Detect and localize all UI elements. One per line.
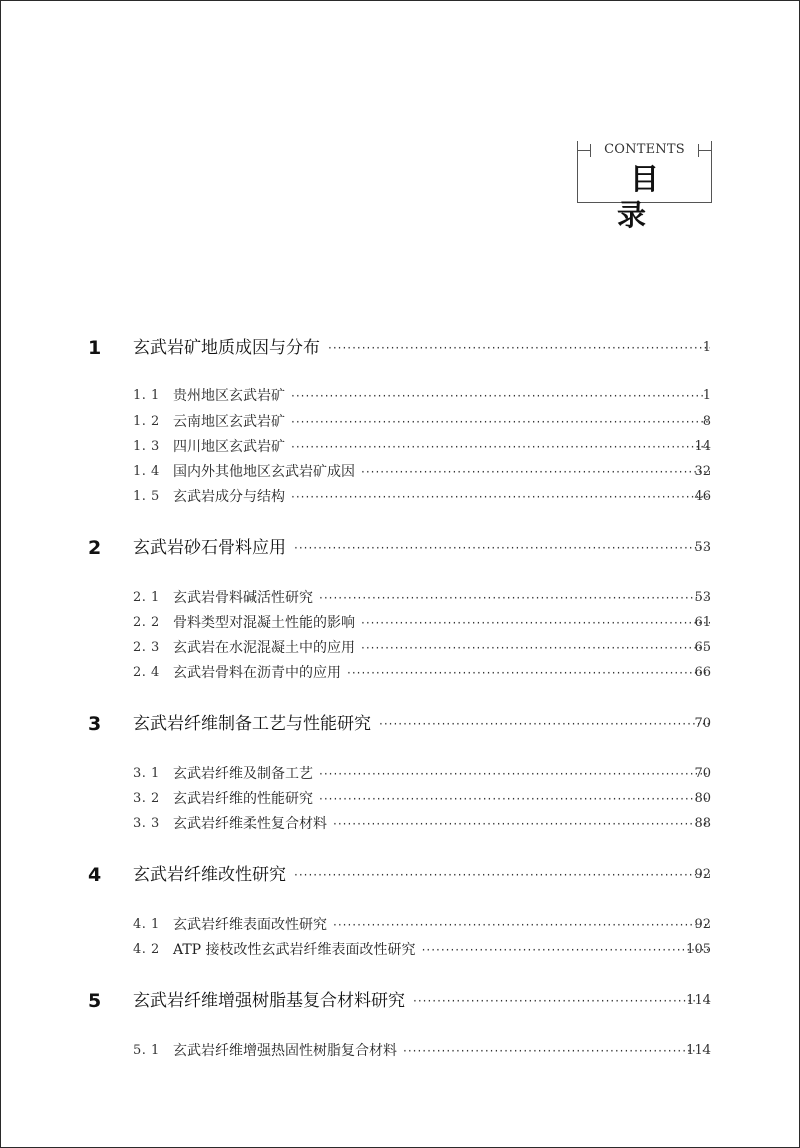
page-number: 53 [694,590,711,605]
dot-leader [291,434,710,460]
toc-chapter[interactable] [0,535,800,561]
section-number: 2. 4 [133,665,160,680]
page-number: 105 [686,942,711,957]
dot-leader [319,786,710,812]
page-number: 61 [694,615,711,630]
toc-section[interactable] [0,409,800,435]
chapter-title: 玄武岩纤维增强树脂基复合材料研究 [133,991,405,1011]
contents-heading-en: CONTENTS [604,142,685,157]
chapter-title: 玄武岩砂石骨料应用 [133,538,286,558]
toc-chapter[interactable] [0,335,800,361]
section-title: 玄武岩骨料碱活性研究 [173,590,313,606]
section-number: 2. 3 [133,640,160,655]
page-number: 80 [694,791,711,806]
toc-section[interactable] [0,761,800,787]
section-title: 国内外其他地区玄武岩矿成因 [173,464,355,480]
section-number: 3. 1 [133,766,160,781]
toc-section[interactable] [0,434,800,460]
dot-leader [379,711,710,737]
dot-leader [291,409,710,435]
section-number: 4. 1 [133,917,160,932]
page-number: 92 [694,867,711,882]
chapter-number: 4 [88,864,102,886]
section-title: 四川地区玄武岩矿 [173,439,285,455]
page-number: 1 [702,340,711,355]
dot-leader [319,761,710,787]
toc-section[interactable] [0,383,800,409]
section-title: 玄武岩骨料在沥青中的应用 [173,665,341,681]
section-number: 1. 1 [133,388,160,403]
page-number: 1 [702,388,711,403]
section-title: 云南地区玄武岩矿 [173,414,285,430]
toc-section[interactable] [0,811,800,837]
page-number: 32 [694,464,711,479]
section-title: 骨料类型对混凝土性能的影响 [173,615,355,631]
section-number: 1. 4 [133,464,160,479]
page-number: 66 [694,665,711,680]
toc-chapter[interactable] [0,988,800,1014]
chapter-number: 1 [88,337,102,359]
toc-section[interactable] [0,610,800,636]
section-number: 5. 1 [133,1043,160,1058]
chapter-number: 3 [88,713,102,735]
page-number: 65 [694,640,711,655]
toc-section[interactable] [0,459,800,485]
dot-leader [333,912,710,938]
dot-leader [333,811,710,837]
toc-section[interactable] [0,585,800,611]
section-number: 2. 1 [133,590,160,605]
section-title: 玄武岩纤维柔性复合材料 [173,816,327,832]
chapter-title: 玄武岩纤维改性研究 [133,865,286,885]
section-number: 3. 3 [133,816,160,831]
chapter-title: 玄武岩矿地质成因与分布 [133,338,320,358]
dot-leader [291,484,710,510]
toc-section[interactable] [0,912,800,938]
toc-chapter[interactable] [0,711,800,737]
page-number: 53 [694,540,711,555]
section-number: 4. 2 [133,942,160,957]
section-title: 玄武岩成分与结构 [173,489,285,505]
section-title: 玄武岩纤维的性能研究 [173,791,313,807]
toc-section[interactable] [0,635,800,661]
section-number: 1. 2 [133,414,160,429]
dot-leader [328,335,710,361]
dot-leader [361,635,710,661]
page-number: 70 [694,766,711,781]
page-number: 70 [694,716,711,731]
dot-leader [347,660,710,686]
section-title: 贵州地区玄武岩矿 [173,388,285,404]
section-number: 2. 2 [133,615,160,630]
dot-leader [361,459,710,485]
page-number: 88 [694,816,711,831]
page-number: 114 [686,993,711,1008]
page-number: 8 [702,414,711,429]
section-number: 3. 2 [133,791,160,806]
chapter-number: 2 [88,537,102,559]
dot-leader [403,1038,710,1064]
section-title: ATP 接枝改性玄武岩纤维表面改性研究 [173,942,416,958]
dot-leader [361,610,710,636]
contents-header-box [577,141,712,232]
dot-leader [291,383,710,409]
dot-leader [422,937,710,963]
toc-section[interactable] [0,786,800,812]
page-number: 14 [694,439,711,454]
page-number: 114 [686,1043,711,1058]
toc-section[interactable] [0,937,800,963]
page-number: 92 [694,917,711,932]
chapter-title: 玄武岩纤维制备工艺与性能研究 [133,714,371,734]
section-title: 玄武岩纤维表面改性研究 [173,917,327,933]
toc-chapter[interactable] [0,862,800,888]
toc-section[interactable] [0,484,800,510]
section-title: 玄武岩在水泥混凝土中的应用 [173,640,355,656]
dot-leader [294,535,710,561]
section-number: 1. 3 [133,439,160,454]
chapter-number: 5 [88,990,102,1012]
dot-leader [294,862,710,888]
toc-section[interactable] [0,1038,800,1064]
page-number: 46 [694,489,711,504]
section-number: 1. 5 [133,489,160,504]
section-title: 玄武岩纤维增强热固性树脂复合材料 [173,1043,397,1059]
contents-heading-cn: 目录 [616,162,685,232]
dot-leader [413,988,710,1014]
toc-section[interactable] [0,660,800,686]
dot-leader [319,585,710,611]
section-title: 玄武岩纤维及制备工艺 [173,766,313,782]
